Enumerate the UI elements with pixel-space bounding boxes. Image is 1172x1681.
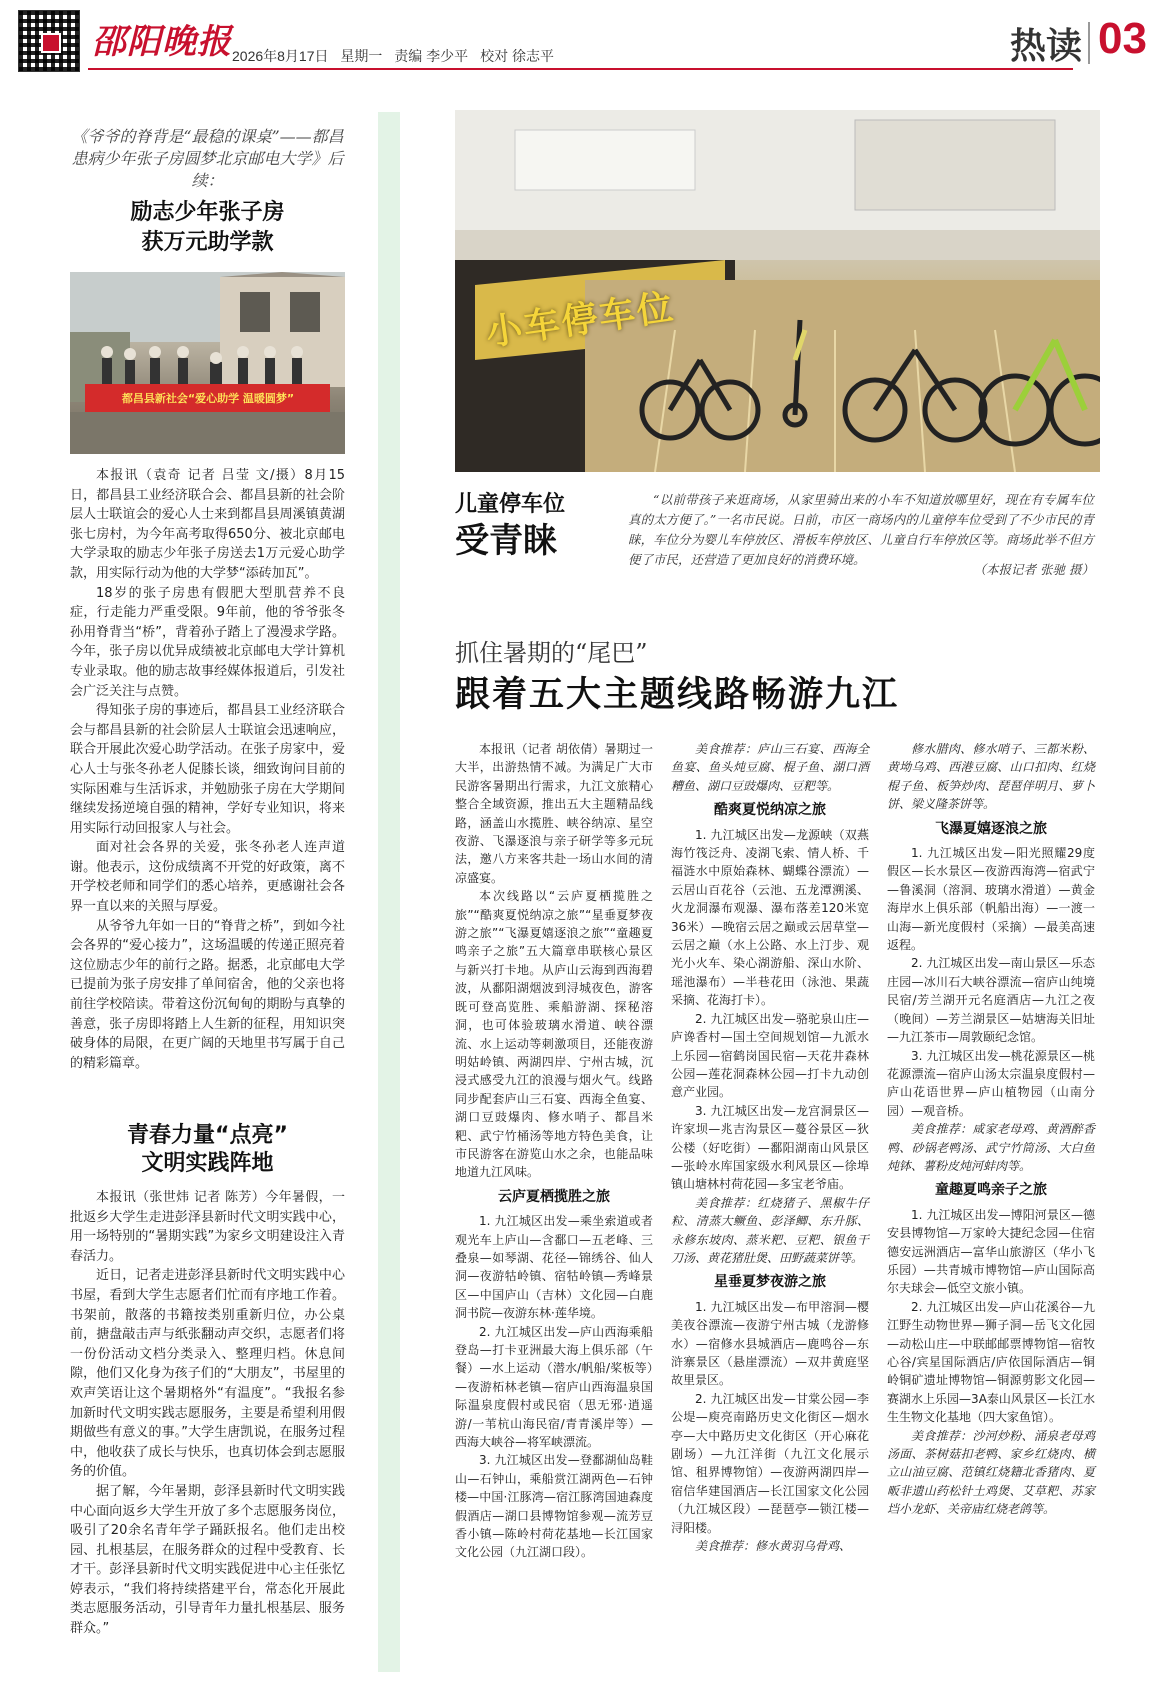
- section-divider: [1088, 22, 1090, 64]
- parking-headline: [455, 490, 615, 562]
- youth-story-headline: [70, 1122, 345, 1178]
- parking-headline-line-2: 受青睐: [455, 521, 557, 561]
- tour-paragraph: 1. 九江城区出发—布甲溶洞—樱美夜谷漂流—夜游宁州古城（龙游修水）—宿修水县城酒店—鹿鸣谷—东浒寨景区（悬崖漂流）—双井黄庭坚故里景区。: [671, 1299, 869, 1388]
- donation-photo-illustration: [70, 272, 345, 454]
- youth-headline-line-2: 文明实践阵地: [141, 1151, 274, 1176]
- tour-paragraph: 2. 九江城区出发—甘棠公园—李公堤—庾亮南路历史文化街区—烟水亭—大中路历史文化街区（开心麻花剧场）—九江洋街（九江文化展示馆、租界博物馆）—夜游两湖四岸—宿信华建国酒店—长江国家文化公园（九江城区段）—琵琶亭—锁江楼—浔阳楼。: [671, 1391, 869, 1535]
- left-story-paragraph: 18岁的张子房患有假肥大型肌营养不良症，行走能力严重受限。9年前，他的爷爷张冬孙用脊背当“桥”，背着孙子踏上了漫漫求学路。今年，张子房以优异成绩被北京邮电大学计算机专业录取。他的励志故事经媒体报道后，引发社会广泛关注与点赞。: [70, 585, 345, 699]
- donation-banner-text: 都昌县新社会“爱心助学 温暖圆梦”: [121, 392, 295, 405]
- tour-route-heading: 云庐夏栖揽胜之旅: [498, 1188, 610, 1205]
- left-story-paragraph: 得知张子房的事迹后，都昌县工业经济联合会与都昌县新的社会阶层人士联谊会迅速响应，联合开展此次爱心助学活动。在张子房家中，爱心人士与张冬孙老人促膝长谈，细致询问目前的实际困难与生活诉求，并勉励张子房在大学期间继续发扬逆境自强的精神，学好专业知识，将来用实际行动回报家人与社会。: [70, 703, 345, 836]
- left-story-headline: [70, 198, 345, 258]
- tour-paragraph: 1. 九江城区出发—阳光照耀29度假区—长水景区—夜游西海湾—宿武宁—鲁溪洞（溶洞、玻璃水滑道）—黄金海岸水上俱乐部（帆船出海）—一渡一山海—新光度假村（采摘）—最美高速返程。: [887, 846, 1095, 953]
- page-number: 03: [1098, 14, 1147, 63]
- donation-photo: [70, 272, 345, 454]
- tour-food-recommendation: 修水腊肉、修水哨子、三都米粉、黄坳乌鸡、西港豆腐、山口扣肉、红烧棍子鱼、板笋炒肉、琵琶伴明月、萝卜饼、梁义隆茶饼等。: [887, 742, 1095, 812]
- parking-photo-illustration: [455, 110, 1100, 472]
- youth-story-body: [70, 1188, 345, 1639]
- dateline: [232, 46, 562, 66]
- tour-food-recommendation: 美食推荐：修水黄羽乌骨鸡、: [695, 1539, 852, 1554]
- youth-story-paragraph: 近日，记者走进彭泽县新时代文明实践中心书屋，看到大学生志愿者们忙而有序地工作着。书架前，散落的书籍按类别重新归位，办公桌前，搪盘敲击声与纸张翻动声交织，志愿者们将一份份活动文档分类录入、整理归档。休息间隙，他们又化身为孩子们的“大朋友”，书屋里的欢声笑语让这个暑期格外“有温度”。“我报名参加新时代文明实践志愿服务，主要是希望利用假期做些有意义的事。”大学生唐凯说，在服务过程中，他收获了成长与快乐，也真切体会到志愿服务的价值。: [70, 1268, 345, 1480]
- tour-route-heading: 酷爽夏悦纳凉之旅: [714, 802, 826, 819]
- tour-paragraph: 3. 九江城区出发—桃花源景区—桃花源漂流—宿庐山汤太宗温泉度假村—庐山花语世界—庐山植物园（山南分园）—观音桥。: [887, 1048, 1095, 1118]
- tour-route-heading: 童趣夏鸣亲子之旅: [935, 1182, 1047, 1199]
- tour-paragraph: 1. 九江城区出发—博阳河景区—德安县博物馆—万家岭大捷纪念园—住宿德安远洲酒店—富华山旅游区（华小飞乐园）—共青城市博物馆—庐山国际高尔夫球会—低空文旅小镇。: [887, 1207, 1095, 1296]
- masthead: 邵阳晚报: [92, 22, 232, 62]
- parking-sign-text: 小车停车位: [483, 286, 678, 354]
- left-story-paragraph: 从爷爷九年如一日的“脊背之桥”，到如今社会各界的“爱心接力”，这场温暖的传递正照亮着这位励志少年的前行之路。据悉，北京邮电大学已提前为张子房安排了单间宿舍，他的父亲也将前往学校陪读。带着这份沉甸甸的期盼与真挚的善意，张子房即将踏上人生新的征程，用知识突破身体的局限，在更广阔的天地里书写属于自己的精彩篇章。: [70, 918, 345, 1071]
- tour-food-recommendation: 美食推荐：庐山三石宴、西海全鱼宴、鱼头炖豆腐、棍子鱼、湖口酒糟鱼、湖口豆豉爆肉、豆粑等。: [671, 742, 869, 793]
- youth-story-paragraph: 据了解，今年暑期，彭泽县新时代文明实践中心面向返乡大学生开放了多个志愿服务岗位，吸引了20余名青年学子踊跃报名。他们走出校园、扎根基层，在服务群众的过程中受教育、长才干。彭泽县新时代文明实践促进中心主任张忆婷表示，“我们将持续搭建平台，常态化开展此类志愿服务活动，引导青年力量扎根基层、服务群众。”: [70, 1483, 345, 1637]
- issue-date: 2026年8月17日: [232, 48, 329, 64]
- left-story-paragraph: 本报讯（袁奇 记者 吕莹 文/摄）8月15日，都昌县工业经济联合会、都昌县新的社会阶层人士联谊会的爱心人士来到都昌县周溪镇黄湖张七房村，为今年高考取得650分、被北京邮电大学录取的励志少年张子房送去1万元爱心助学款，用实际行动为他的大学梦“添砖加瓦”。: [70, 468, 345, 581]
- tour-paragraph: 3. 九江城区出发—龙宫洞景区—许家坝—兆吉沟景区—蔓谷景区—狄公楼（好吃街）—鄱阳湖南山风景区—张岭水库国家级水利风景区—徐埠镇山塘林村荷花园—多宝老爷庙。: [671, 1103, 869, 1192]
- tour-headline: 跟着五大主题线路畅游九江: [455, 675, 900, 715]
- left-headline-line-2: 获万元助学款: [141, 230, 274, 255]
- tour-column-1: [455, 740, 653, 1562]
- issue-weekday: 星期一: [340, 48, 383, 64]
- section-title: 热读: [1010, 26, 1083, 67]
- editor-credit: 责编 李少平: [394, 48, 469, 64]
- tour-food-recommendation: 美食推荐：红烧猪子、黑椒牛仔粒、清蒸大鳜鱼、彭泽鲫、东升豚、永修东坡肉、蒸米粑、豆粑、银鱼干刀汤、黄花猪肚煲、田野蔬菜饼等。: [671, 1195, 869, 1265]
- parking-headline-line-1: 儿童停车位: [455, 492, 566, 517]
- tour-column-2: [671, 740, 869, 1555]
- left-headline-line-1: 励志少年张子房: [130, 200, 285, 225]
- proof-credit: 校对 徐志平: [480, 48, 554, 64]
- column-divider-bar: [378, 112, 400, 1672]
- tour-paragraph: 2. 九江城区出发—庐山花溪谷—九江野生动物世界—狮子洞—岳飞文化园—动松山庄—中联邮邮票博物馆—宿牧心谷/宾星国际酒店/庐依国际酒店—铜岭铜矿遗址博物馆—铜源剪影文化园—赛湖水上乐园—3A泰山风景区—长江水生生物文化基地（四大家鱼馆）。: [887, 1299, 1095, 1425]
- tour-paragraph: 1. 九江城区出发—乘坐索道或者观光车上庐山—含鄱口—五老峰、三叠泉—如琴湖、花径—锦绣谷、仙人洞—夜游牯岭镇、宿牯岭镇—秀峰景区—中国庐山（吉林）文化园—白鹿洞书院—夜游东林·莲华境。: [455, 1214, 653, 1321]
- tour-kicker: 抓住暑期的“尾巴”: [455, 639, 648, 667]
- tour-paragraph: 本报讯（记者 胡依倩）暑期过一大半，出游热情不减。为满足广大市民游客暑期出行需求，九江文旅精心整合全域资源，推出五大主题精品线路，涵盖山水揽胜、峡谷纳凉、星空夜游、飞瀑逐浪与亲子研学等多元玩法，邀八方来客共赴一场山水间的清凉盛宴。: [455, 742, 653, 885]
- youth-story-paragraph: 本报讯（张世炜 记者 陈芳）今年暑假，一批返乡大学生走进彭泽县新时代文明实践中心，用一场特别的“暑期实践”为家乡文明建设注入青春活力。: [70, 1190, 345, 1264]
- parking-photo: [455, 110, 1100, 472]
- qr-code: [18, 10, 80, 72]
- left-story-body: [70, 466, 345, 1073]
- tour-paragraph: 2. 九江城区出发—南山景区—乐态庄园—冰川石大峡谷漂流—宿庐山纯境民宿/芳兰湖开元名庭酒店—九江之夜（晚间）—芳兰湖景区—姑塘海关旧址—九江茶市—周敦颐纪念馆。: [887, 956, 1095, 1045]
- tour-route-heading: 飞瀑夏嬉逐浪之旅: [935, 820, 1047, 837]
- parking-caption: “以前带孩子来逛商场，从家里骑出来的小车不知道放哪里好，现在有专属车位真的太方便了。”一名市民说。日前，市区一商场内的儿童停车位受到了不少市民的青睐，车位分为婴儿车停放区、滑板车停放区、儿童自行车停放区等。商场此举不但方便了市民，还营造了更加良好的消费环境。: [628, 492, 1094, 567]
- left-story-paragraph: 面对社会各界的关爱，张冬孙老人连声道谢。他表示，这份成绩离不开党的好政策，离不开学校老师和同学们的悉心培养，更感谢社会各界一直以来的关照与厚爱。: [70, 840, 345, 915]
- tour-food-recommendation: 美食推荐：咸家老母鸡、黄酒醉香鸭、砂锅老鸭汤、武宁竹筒汤、大白鱼炖钵、薯粉皮炖河蚌肉等。: [887, 1122, 1095, 1173]
- header-rule: [88, 68, 1073, 70]
- tour-paragraph: 3. 九江城区出发—登鄱湖仙岛鞋山—石钟山，乘船赏江湖两色—石钟楼—中国·江豚湾—宿江豚湾国迪森度假酒店—湖口县博物馆参观—流芳豆香小镇—陈岭村荷花基地—长江国家文化公园（九江湖口段）。: [455, 1453, 653, 1560]
- tour-food-recommendation: 美食推荐：沙河炒粉、涌泉老母鸡汤面、茶树菇扣老鸭、家乡红烧肉、横立山油豆腐、范镇红烧籍北香猪肉、夏畈非遗山药松针土鸡煲、艾草粑、苏家垱小龙虾、关帝庙红烧老鸽等。: [887, 1428, 1095, 1517]
- left-story-kicker: 《爷爷的脊背是“最稳的课桌”——都昌患病少年张子房圆梦北京邮电大学》后续：: [71, 127, 344, 190]
- parking-photo-credit: （本报记者 张驰 摄）: [973, 562, 1094, 577]
- tour-column-3: [887, 740, 1095, 1519]
- tour-route-heading: 星垂夏梦夜游之旅: [714, 1274, 826, 1291]
- tour-paragraph: 1. 九江城区出发—龙源峡（双燕海竹筏泛舟、凌湖飞索、情人桥、千福涟水中原始森林、蝴蝶谷漂流）—云居山百花谷（云池、五龙潭溯溪、火龙洞瀑布观瀑、瀑布落差120米宽36米）—晚宿云居之巅或云居草堂—云居之巅（水上公路、水上汀步、观光小火车、染心湖游船、深山水阶、瑶池瀑布）—半巷花田（泳池、果蔬采摘、花海打卡）。: [671, 827, 869, 1008]
- tour-paragraph: 2. 九江城区出发—庐山西海乘船登岛—打卡亚洲最大海上俱乐部（午餐）—水上运动（潜水/帆船/桨板等）—夜游柘林老镇—宿庐山西海温泉国际温泉度假村或民宿（思无邪·逍遥游/一苇杭山海民宿/青青溪岸等）—西海大峡谷—将军峡漂流。: [455, 1324, 653, 1450]
- youth-headline-line-1: 青春力量“点亮”: [127, 1123, 288, 1148]
- tour-paragraph: 2. 九江城区出发—骆驼泉山庄—庐谗香村—国土空间规划馆—九派水上乐园—宿鹤岗国民宿—天花井森林公园—莲花洞森林公园—打卡九动创意产业园。: [671, 1011, 869, 1100]
- tour-paragraph: 本次线路以“云庐夏栖揽胜之旅”“酷爽夏悦纳凉之旅”“星垂夏梦夜游之旅”“飞瀑夏嬉逐浪之旅”“童趣夏鸣亲子之旅”五大篇章串联核心景区与新兴打卡地。从庐山云海到西海碧波，从鄱阳湖烟波到浔城夜色，游客既可登高览胜、乘船游湖、探秘溶洞，也可体验玻璃水滑道、峡谷漂流、水上运动等刺激项目，还能夜游明姑岭镇、两湖四岸、宁州古城，沉浸式感受九江的浪漫与烟火气。线路同步配套庐山三石宴、西海全鱼宴、湖口豆豉爆肉、修水哨子、都昌米粑、武宁竹桶汤等地方特色美食，让市民游客在游览山水之余，也能品味地道九江风味。: [455, 889, 653, 1180]
